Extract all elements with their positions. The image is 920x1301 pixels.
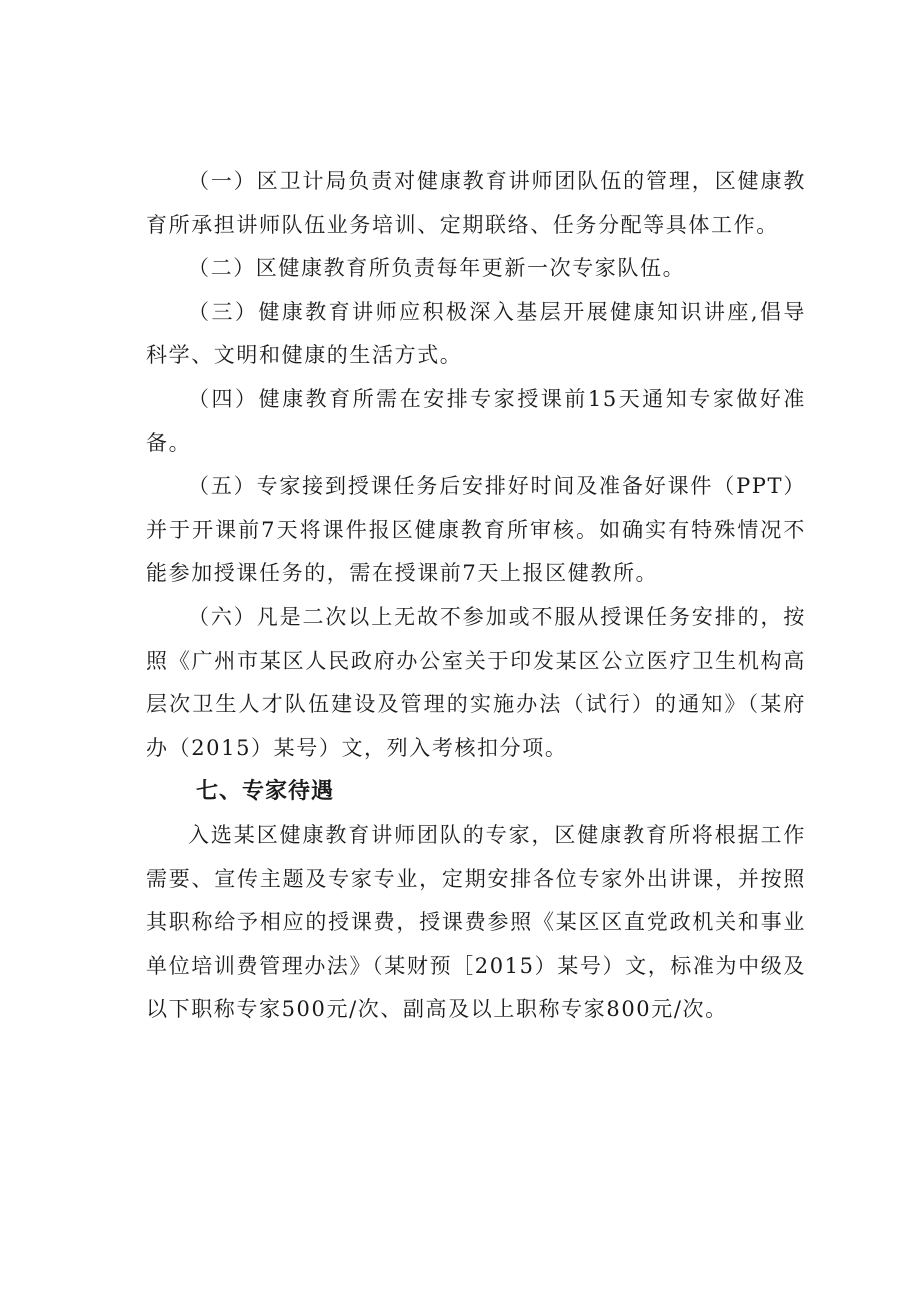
paragraph-item-3: （三）健康教育讲师应积极深入基层开展健康知识讲座,倡导科学、文明和健康的生活方式。 bbox=[146, 299, 806, 368]
paragraph-item-5: （五）专家接到授课任务后安排好时间及准备好课件（PPT）并于开课前7天将课件报区健康教育所审核。如确实有特殊情况不能参加授课任务的，需在授课前7天上报区健教所。 bbox=[146, 474, 806, 586]
paragraph-expert-treatment: 入选某区健康教育讲师团队的专家，区健康教育所将根据工作需要、宣传主题及专家专业，定期安排各位专家外出讲课，并按照其职称给予相应的授课费，授课费参照《某区区直党政机关和事业单位培训费管理办法》（某财预［2015）某号）文，标准为中级及以下职称专家500元/次、副高及以上职称专家800元/次。 bbox=[146, 822, 806, 1022]
paragraph-item-6: （六）凡是二次以上无故不参加或不服从授课任务安排的，按照《广州市某区人民政府办公室关于印发某区公立医疗卫生机构高层次卫生人才队伍建设及管理的实施办法（试行）的通知》（某府办（2015）某号）文，列入考核扣分项。 bbox=[146, 604, 806, 760]
paragraph-item-2: （二）区健康教育所负责每年更新一次专家队伍。 bbox=[188, 256, 686, 281]
document-body bbox=[146, 160, 806, 1032]
paragraph-item-4: （四）健康教育所需在安排专家授课前15天通知专家做好准备。 bbox=[146, 386, 806, 455]
paragraph-item-1: （一）区卫计局负责对健康教育讲师团队伍的管理，区健康教育所承担讲师队伍业务培训、定期联络、任务分配等具体工作。 bbox=[146, 169, 806, 237]
section-heading-expert-treatment: 七、专家待遇 bbox=[196, 779, 335, 805]
